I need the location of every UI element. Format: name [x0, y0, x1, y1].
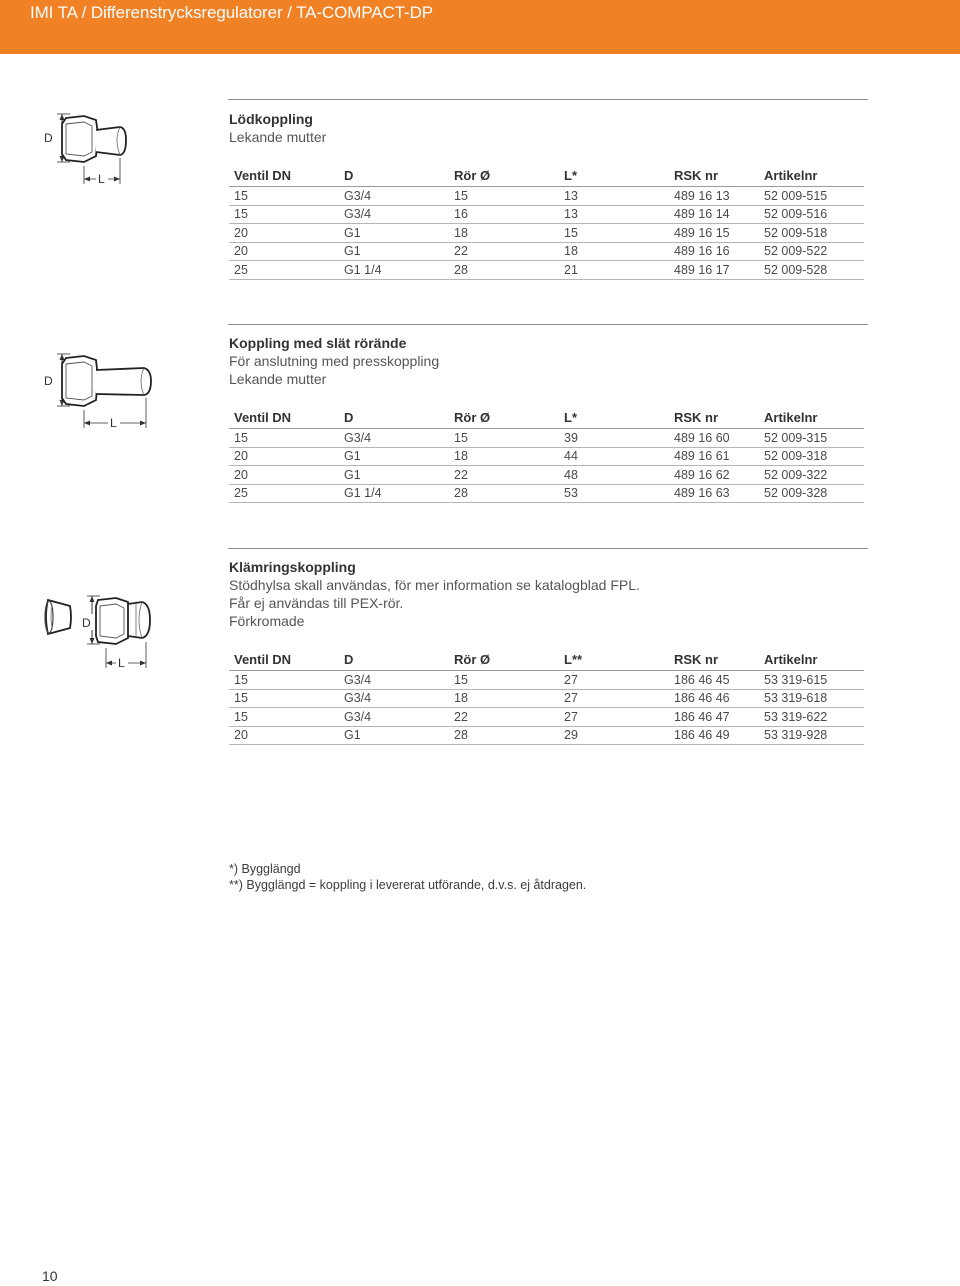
- table-cell: 15: [229, 689, 339, 708]
- table-cell: 52 009-522: [759, 242, 864, 261]
- column-header: RSK nr: [669, 648, 759, 671]
- table-cell: G3/4: [339, 205, 449, 224]
- column-header: L**: [559, 648, 669, 671]
- table-cell: 489 16 15: [669, 224, 759, 243]
- table-cell: 186 46 46: [669, 689, 759, 708]
- table-cell: 22: [449, 466, 559, 485]
- column-header: Rör Ø: [449, 164, 559, 187]
- press-fitting-diagram: [40, 348, 160, 432]
- section-line: Lekande mutter: [229, 371, 327, 387]
- table-cell: 15: [229, 205, 339, 224]
- table-cell: 489 16 60: [669, 429, 759, 448]
- column-header: Artikelnr: [759, 648, 864, 671]
- table-cell: 18: [449, 224, 559, 243]
- column-header: RSK nr: [669, 406, 759, 429]
- table-cell: 489 16 61: [669, 447, 759, 466]
- table-cell: 52 009-318: [759, 447, 864, 466]
- table-header-row: [229, 164, 864, 187]
- table-cell: 489 16 63: [669, 484, 759, 503]
- table-cell: 15: [559, 224, 669, 243]
- table-cell: 13: [559, 205, 669, 224]
- column-header: Artikelnr: [759, 406, 864, 429]
- section-divider: [228, 99, 868, 100]
- table-cell: 22: [449, 242, 559, 261]
- table-cell: 28: [449, 726, 559, 745]
- table-cell: 52 009-528: [759, 261, 864, 280]
- table-cell: G1: [339, 447, 449, 466]
- table-cell: 25: [229, 261, 339, 280]
- column-header: L*: [559, 406, 669, 429]
- table-row: [229, 224, 864, 243]
- table-cell: 52 009-518: [759, 224, 864, 243]
- table-cell: 48: [559, 466, 669, 485]
- table-cell: 27: [559, 708, 669, 727]
- table-cell: G1: [339, 466, 449, 485]
- table-cell: 21: [559, 261, 669, 280]
- section-line: Stödhylsa skall användas, för mer information se katalogblad FPL.: [229, 577, 640, 593]
- table-header-row: [229, 648, 864, 671]
- table-cell: G1 1/4: [339, 261, 449, 280]
- table-row: [229, 726, 864, 745]
- table-cell: G1: [339, 726, 449, 745]
- section-line: För anslutning med presskoppling: [229, 353, 440, 369]
- table-cell: 489 16 13: [669, 187, 759, 206]
- footnote: *) Bygglängd: [229, 862, 301, 876]
- table-cell: 489 16 17: [669, 261, 759, 280]
- table-cell: 15: [449, 187, 559, 206]
- table-cell: 186 46 47: [669, 708, 759, 727]
- dim-label-l: L: [98, 172, 105, 186]
- table-cell: 15: [229, 429, 339, 448]
- table-cell: 15: [229, 187, 339, 206]
- table-cell: 25: [229, 484, 339, 503]
- section-title: Klämringskoppling: [229, 559, 356, 575]
- table-cell: 489 16 14: [669, 205, 759, 224]
- dim-label-d: D: [44, 131, 53, 145]
- table-cell: 15: [449, 671, 559, 690]
- table-cell: G3/4: [339, 187, 449, 206]
- table-cell: 52 009-328: [759, 484, 864, 503]
- column-header: Ventil DN: [229, 164, 339, 187]
- table-cell: G1: [339, 224, 449, 243]
- table-cell: 20: [229, 224, 339, 243]
- section-heading: [229, 110, 869, 146]
- table-cell: 18: [559, 242, 669, 261]
- table-cell: 52 009-516: [759, 205, 864, 224]
- footnote: **) Bygglängd = koppling i levererat utförande, d.v.s. ej åtdragen.: [229, 878, 587, 892]
- section-heading: [229, 334, 869, 388]
- table-cell: G1 1/4: [339, 484, 449, 503]
- table-cell: 20: [229, 242, 339, 261]
- table-cell: 489 16 62: [669, 466, 759, 485]
- table-row: [229, 689, 864, 708]
- table-cell: G3/4: [339, 429, 449, 448]
- table-row: [229, 205, 864, 224]
- dim-label-d: D: [82, 616, 91, 630]
- table-row: [229, 187, 864, 206]
- table-row: [229, 466, 864, 485]
- table-cell: 52 009-515: [759, 187, 864, 206]
- table-row: [229, 242, 864, 261]
- table-cell: 27: [559, 671, 669, 690]
- table-cell: 186 46 49: [669, 726, 759, 745]
- section-line: Får ej användas till PEX-rör.: [229, 595, 404, 611]
- dim-label-l: L: [118, 656, 125, 670]
- column-header: Rör Ø: [449, 406, 559, 429]
- column-header: D: [339, 406, 449, 429]
- table-cell: G1: [339, 242, 449, 261]
- table-cell: 18: [449, 689, 559, 708]
- table-header-row: [229, 406, 864, 429]
- table-cell: 28: [449, 484, 559, 503]
- table-cell: 13: [559, 187, 669, 206]
- table-cell: 28: [449, 261, 559, 280]
- table-cell: 20: [229, 466, 339, 485]
- table-cell: 27: [559, 689, 669, 708]
- table-cell: 53 319-928: [759, 726, 864, 745]
- footnotes: [229, 861, 586, 893]
- column-header: D: [339, 648, 449, 671]
- table-cell: 53 319-618: [759, 689, 864, 708]
- table-cell: 15: [229, 671, 339, 690]
- table-cell: 15: [449, 429, 559, 448]
- table-row: [229, 671, 864, 690]
- table-cell: G3/4: [339, 689, 449, 708]
- table-cell: 53: [559, 484, 669, 503]
- table-cell: 53 319-615: [759, 671, 864, 690]
- dim-label-l: L: [110, 416, 117, 430]
- table-cell: 44: [559, 447, 669, 466]
- table-row: [229, 429, 864, 448]
- page-number: 10: [42, 1268, 58, 1284]
- table-row: [229, 708, 864, 727]
- table-cell: 186 46 45: [669, 671, 759, 690]
- table-cell: 29: [559, 726, 669, 745]
- table-cell: 52 009-315: [759, 429, 864, 448]
- section-heading: [229, 558, 869, 630]
- section-line: Lekande mutter: [229, 129, 327, 145]
- table-cell: 18: [449, 447, 559, 466]
- spec-table: [229, 164, 864, 280]
- section-divider: [228, 548, 868, 549]
- table-row: [229, 484, 864, 503]
- spec-table: [229, 648, 864, 745]
- column-header: Rör Ø: [449, 648, 559, 671]
- table-cell: 489 16 16: [669, 242, 759, 261]
- compression-fitting-diagram: [40, 588, 160, 672]
- column-header: D: [339, 164, 449, 187]
- page-header: [0, 0, 960, 54]
- solder-fitting-diagram: [40, 106, 140, 188]
- section-line: Förkromade: [229, 613, 305, 629]
- table-row: [229, 261, 864, 280]
- section-divider: [228, 324, 868, 325]
- table-cell: 15: [229, 708, 339, 727]
- table-cell: 39: [559, 429, 669, 448]
- table-cell: G3/4: [339, 671, 449, 690]
- table-cell: 22: [449, 708, 559, 727]
- table-cell: G3/4: [339, 708, 449, 727]
- table-row: [229, 447, 864, 466]
- column-header: Ventil DN: [229, 406, 339, 429]
- dim-label-d: D: [44, 374, 53, 388]
- table-cell: 20: [229, 447, 339, 466]
- spec-table: [229, 406, 864, 503]
- column-header: L*: [559, 164, 669, 187]
- section-title: Lödkoppling: [229, 111, 313, 127]
- column-header: Artikelnr: [759, 164, 864, 187]
- table-cell: 52 009-322: [759, 466, 864, 485]
- section-title: Koppling med slät rörände: [229, 335, 407, 351]
- header-title: IMI TA / Differenstrycksregulatorer / TA-COMPACT-DP: [30, 3, 433, 22]
- column-header: Ventil DN: [229, 648, 339, 671]
- table-cell: 53 319-622: [759, 708, 864, 727]
- table-cell: 20: [229, 726, 339, 745]
- table-cell: 16: [449, 205, 559, 224]
- column-header: RSK nr: [669, 164, 759, 187]
